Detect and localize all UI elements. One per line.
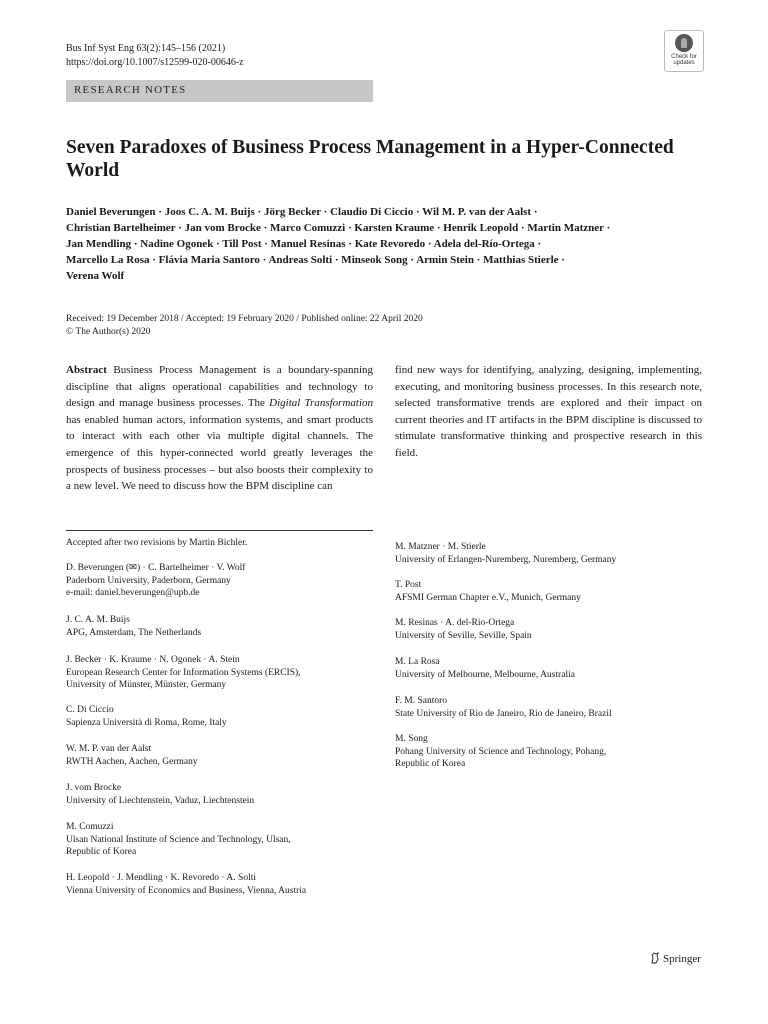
affiliation-block: J. Becker · K. Kraume · N. Ogonek · A. Stein European Research Center for Information Systems (ERCIS), University of Münster, Münster, Germany [66,655,301,691]
author-line: Jan Mendling · Nadine Ogonek · Till Post · Manuel Resinas · Kate Revoredo · Adela del-Río-Ortega · [66,238,542,250]
springer-horse-icon [650,952,660,964]
affiliation-block: J. vom Brocke University of Liechtenstein, Vaduz, Liechtenstein [66,783,255,806]
doi-link[interactable]: https://doi.org/10.1007/s12599-020-00646-z [66,57,244,68]
affiliation-block: M. Resinas · A. del-Río-Ortega University of Seville, Seville, Spain [395,618,532,641]
section-label: RESEARCH NOTES [74,84,187,96]
affiliation-block: F. M. Santoro State University of Rio de Janeiro, Rio de Janeiro, Brazil [395,696,612,719]
email-link[interactable]: e-mail: daniel.beverungen@upb.de [66,588,200,599]
article-title: Seven Paradoxes of Business Process Management in a Hyper-Connected World [66,137,674,181]
affiliation-block: J. C. A. M. Buijs APG, Amsterdam, The Netherlands [66,615,202,638]
footnote-divider [66,530,373,531]
affiliation-block: H. Leopold · J. Mendling · K. Revoredo · A. Solti Vienna University of Economics and Business, Vienna, Austria [66,873,307,896]
publication-dates [66,313,423,339]
author-line: Marcello La Rosa · Flávia Maria Santoro · Andreas Solti · Minseok Song · Armin Stein · Matthias Stierle · [66,254,565,266]
affiliation-block: M. Song Pohang University of Science and Technology, Pohang, Republic of Korea [395,734,607,770]
affiliation-block: W. M. P. van der Aalst RWTH Aachen, Aachen, Germany [66,744,198,767]
affiliation-block: C. Di Ciccio Sapienza Università di Roma, Rome, Italy [66,705,227,728]
section-label-bar [66,80,373,102]
bookmark-icon [675,34,693,52]
author-line: Christian Bartelheimer · Jan vom Brocke · Marco Comuzzi · Karsten Kraume · Henrik Leopold · Martin Matzner · [66,222,611,234]
copyright-line: © The Author(s) 2020 [66,327,151,337]
publisher-name: Springer [663,953,701,965]
author-list [66,204,706,284]
check-for-updates-badge[interactable]: Check for updates [664,30,704,72]
abstract-emphasis: Digital Transformation [269,397,374,410]
affiliation-block: M. Matzner · M. Stierle University of Erlangen-Nuremberg, Nuremberg, Germany [395,542,617,565]
author-line: Daniel Beverungen · Joos C. A. M. Buijs · Jörg Becker · Claudio Di Ciccio · Wil M. P. van der Aalst · [66,206,538,218]
abstract-text: Business Process Management is a boundary-spanning discipline that aligns operational capabilities and technology to design and manage business processes. The [66,364,374,410]
accepted-note: Accepted after two revisions by Martin Bichler. [66,538,248,548]
abstract-col-right [395,362,702,462]
author-line: Verena Wolf [66,270,125,282]
dates-line: Received: 19 December 2018 / Accepted: 19 February 2020 / Published online: 22 April 2020 [66,314,423,324]
affiliation-block: M. Comuzzi Ulsan National Institute of Science and Technology, Ulsan, Republic of Korea [66,822,291,858]
publisher-logo [650,952,701,965]
journal-citation [66,42,244,70]
affiliation-block: M. La Rosa University of Melbourne, Melbourne, Australia [395,657,575,680]
abstract-label: Abstract [66,364,107,376]
abstract-text: has enabled human actors, information systems, and smart products to interact with each other via multiple digital channels. The emergence of this hyper-connected world greatly leverages the prospects of business processes – but also boosts their complexity to a new level. We need to discuss how the BPM discipline can [66,413,373,493]
affiliation-block: T. Post AFSMI German Chapter e.V., Munich, Germany [395,580,581,603]
abstract-col-left [66,362,373,495]
affiliation-block: D. Beverungen (✉) · C. Bartelheimer · V. Wolf Paderborn University, Paderborn, Germany e-mail: daniel.beverungen@upb.de [66,562,373,600]
abstract-text: find new ways for identifying, analyzing, designing, implementing, executing, and monitoring business processes. In this research note, selected transformative trends are explored and their impact on current theories and IT artifacts in the BPM discipline is discussed to stimulate transformative thinking and prospective research in this field. [395,364,702,459]
journal-line: Bus Inf Syst Eng 63(2):145–156 (2021) [66,43,226,54]
